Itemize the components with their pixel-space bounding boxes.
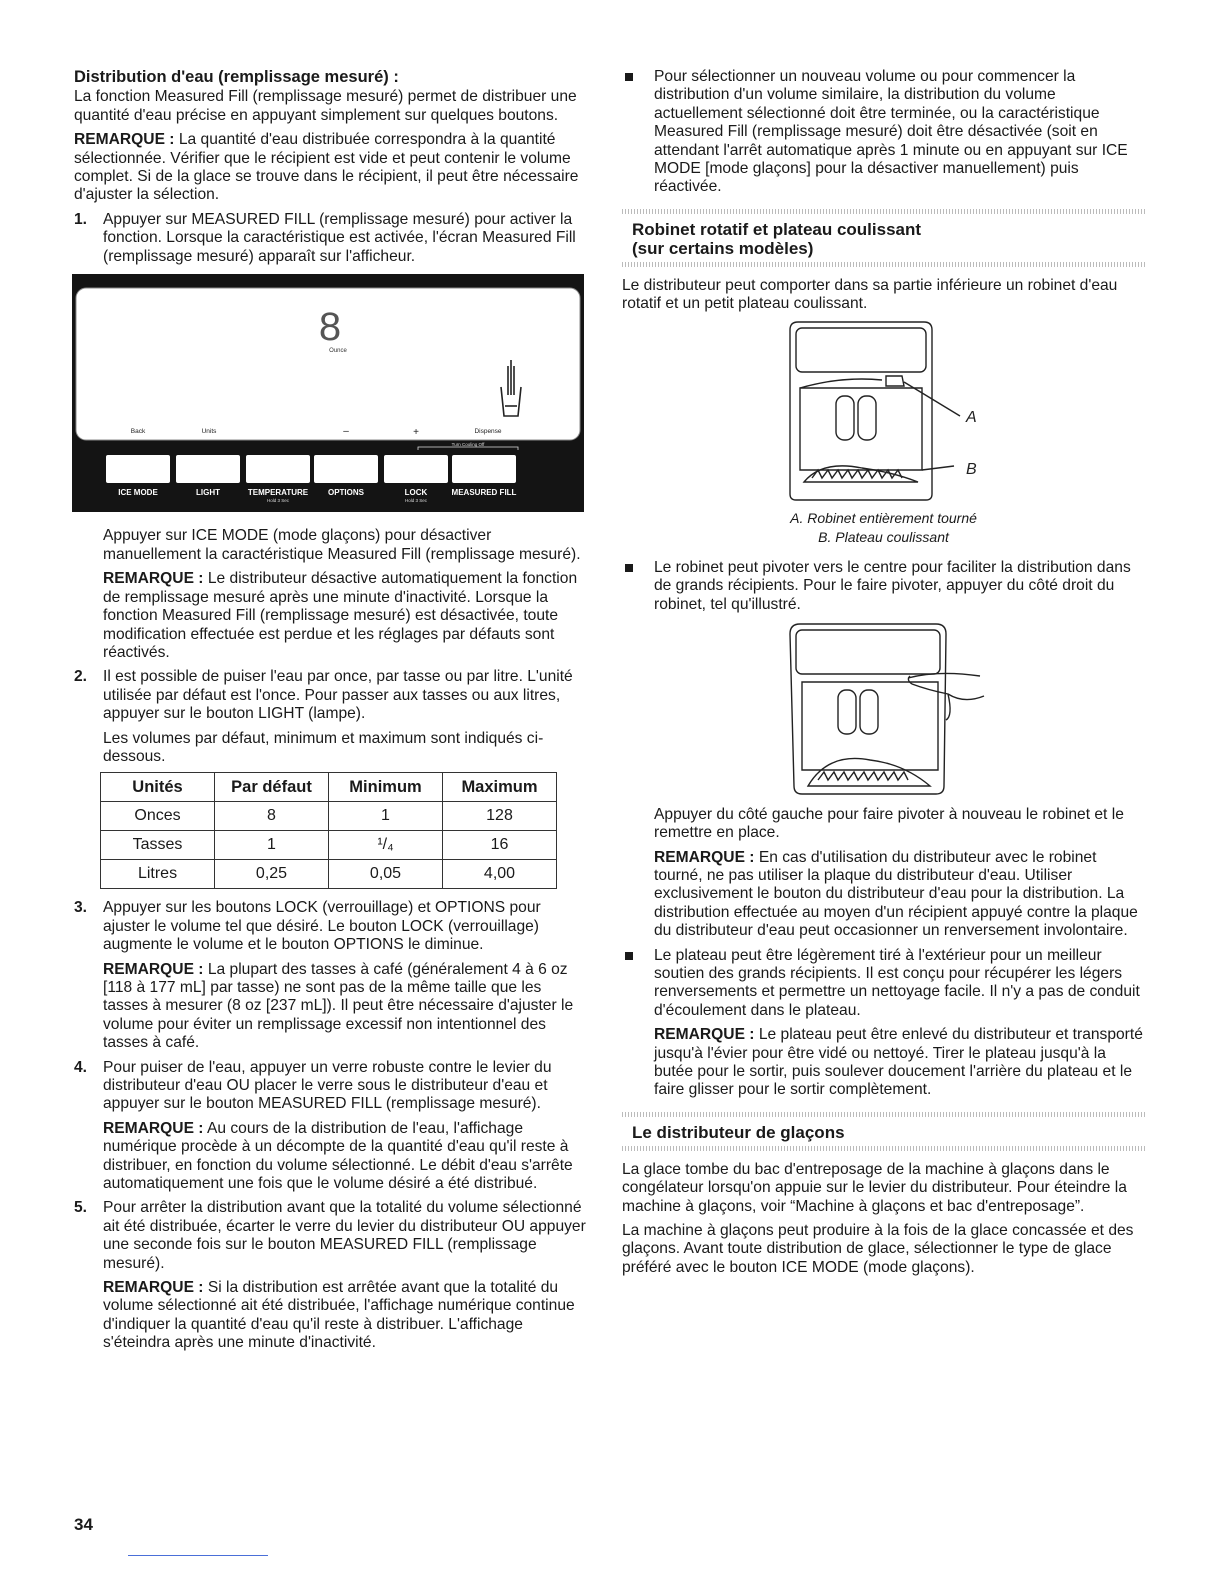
ice-mode-label: ICE MODE: [118, 488, 158, 498]
note-paragraph: [103, 1279, 589, 1353]
table-cell: 1: [329, 802, 443, 831]
bullet-item: [622, 68, 1145, 197]
volume-table: [100, 772, 557, 889]
step-1: [74, 211, 589, 266]
page-number: 34: [74, 1515, 93, 1534]
section-paragraph: La machine à glaçons peut produire à la fois de la glace concassée et des glaçons. Avant toute distribution de glace, sélectionner le type de glace préféré avec le bouton ICE MODE (mode glaçons).: [622, 1222, 1134, 1276]
table-cell: 4,00: [443, 860, 557, 889]
right-column: [622, 68, 1145, 1283]
section-intro: Le distributeur peut comporter dans sa partie inférieure un robinet d'eau rotatif et un petit plateau coulissant.: [622, 276, 1118, 313]
measured-fill-label: MEASURED FILL: [451, 488, 517, 498]
bullet-item: [622, 559, 1145, 614]
digit-display: [319, 305, 341, 349]
note-paragraph: [654, 1026, 1145, 1100]
step-text: Pour arrêter la distribution avant que la totalité du volume sélectionné ait été distribuée, écarter le verre du levier du distributeur OU appuyer une seconde fois sur le bouton MEASURED FILL (remplissage mesuré).: [103, 1199, 586, 1272]
bullet-square-icon: [625, 952, 633, 960]
note-text: La quantité d'eau distribuée correspondra à la quantité sélectionnée. Vérifier que le récipient est vide et peut contenir le volume complet. Si de la glace se trouve dans le récipient, il peut être nécessaire d'ajuster la sélection.: [74, 131, 579, 204]
note-text: Le plateau peut être enlevé du distributeur et transporté jusqu'à l'évier pour être vidé ou nettoyé. Tirer le plateau jusqu'à la butée pour le sortir, puis soulever doucement l'arrière du plateau et le faire glisser pour le sortir complètement.: [654, 1026, 1143, 1099]
step-3: [74, 899, 589, 1052]
step-text: Il est possible de puiser l'eau par once, par tasse ou par litre. L'unité utilisée par défaut est l'once. Pour passer aux tasses ou aux litres, appuyer sur le bouton LIGHT (lampe).: [103, 668, 573, 723]
temperature-label: TEMPERATURE: [247, 488, 309, 498]
step-text: Appuyer sur ICE MODE (mode glaçons) pour désactiver manuellement la caractéristique Measured Fill (remplissage mesuré).: [103, 527, 581, 563]
table-row: [101, 831, 557, 860]
dispenser-faucet-illustration: [782, 320, 992, 502]
step-number: 5.: [74, 1199, 88, 1217]
caption-a: A. Robinet entièrement tourné: [790, 510, 977, 527]
table-header-cell: Unités: [101, 773, 215, 802]
digit-value: 8: [318, 305, 342, 350]
dispense-label: Dispense: [474, 428, 502, 436]
step-5: [74, 1199, 589, 1352]
table-header-cell: Maximum: [443, 773, 557, 802]
ice-mode-button: [106, 455, 170, 483]
cooling-label: Turn Cooling Off: [451, 442, 485, 448]
plus-label: +: [413, 427, 419, 439]
table-cell: 8: [215, 802, 329, 831]
table-cell: 1: [215, 831, 329, 860]
dispenser-figure-2: [778, 620, 1145, 803]
light-label: LIGHT: [196, 488, 220, 498]
bullet-square-icon: [625, 73, 633, 81]
light-button: [176, 455, 240, 483]
callout-a: A: [966, 408, 977, 426]
bullet-text: Appuyer du côté gauche pour faire pivoter à nouveau le robinet et le remettre en place.: [654, 805, 1124, 842]
section-header-ice: [622, 1112, 1145, 1151]
table-cell: Litres: [101, 860, 215, 889]
note-paragraph: [654, 849, 1145, 941]
section-title: [622, 214, 1145, 262]
table-row: [101, 802, 557, 831]
table-header-row: [101, 773, 557, 802]
bullet-text: Pour sélectionner un nouveau volume ou pour commencer la distribution d'un volume similaire, la distribution du volume actuellement sélectionné doit être terminée, ou la caractéristique Measured Fill (remplissage mesuré) doit être désactivée (soit en attendant l'arrêt automatique après 1 minute ou en appuyant sur ICE MODE [mode glaçons] pour la désactiver manuellement) puis réactivée.: [654, 68, 1128, 196]
table-header-cell: Par défaut: [215, 773, 329, 802]
temperature-button: [246, 455, 310, 483]
step-text: Appuyer sur les boutons LOCK (verrouillage) et OPTIONS pour ajuster le volume tel que désiré. Le bouton LOCK (verrouillage) augmente le volume et le bouton OPTIONS le diminue.: [103, 899, 541, 954]
note-text: En cas d'utilisation du distributeur avec le robinet tourné, ne pas utiliser la plaque du distributeur d'eau. Utiliser exclusivement le bouton du distributeur d'eau pour la distribution. La distribution effectuée au moyen d'un récipient appuyé contre la plaque du distributeur d'eau peut occasionner un renversement involontaire.: [654, 848, 1138, 940]
table-cell: 128: [443, 802, 557, 831]
bullet-square-icon: [625, 564, 633, 572]
section-title: Le distributeur de glaçons: [632, 1122, 845, 1142]
step-4: [74, 1059, 589, 1194]
bullet-text: Le robinet peut pivoter vers le centre pour faciliter la distribution dans de grands récipients. Pour le faire pivoter, appuyer du côté droit du robinet, tel qu'illustré.: [654, 559, 1131, 613]
note-label: REMARQUE :: [103, 570, 204, 588]
dispenser-rotation-illustration: [778, 620, 990, 798]
note-label: REMARQUE :: [654, 848, 755, 866]
note-paragraph: [103, 961, 589, 1053]
table-cell: Tasses: [101, 831, 215, 860]
section-header-faucet: [622, 209, 1145, 267]
callout-b: B: [966, 460, 977, 478]
table-header-cell: Minimum: [329, 773, 443, 802]
step-text: Appuyer sur MEASURED FILL (remplissage mesuré) pour activer la fonction. Lorsque la caractéristique est activée, l'écran Measured Fill (remplissage mesuré) apparaît sur l'afficheur.: [103, 210, 576, 265]
bullet-continued: [622, 806, 1145, 941]
step-number: 3.: [74, 899, 88, 917]
note-text: Si la distribution est arrêtée avant que la totalité du volume sélectionné ait été distribuée, l'affichage numérique continue d'indiquer la quantité d'eau qu'il reste à distribuer. L'affichage s'éteindra après une minute d'inactivité.: [103, 1279, 575, 1352]
lock-label: LOCK: [404, 488, 428, 498]
note-text: Au cours de la distribution de l'eau, l'affichage numérique procède à un décompte de la quantité d'eau qu'il reste à distribuer, en fonction du volume sélectionné. Le débit d'eau s'arrête automatiquement une fois que le volume désiré a été distribué.: [103, 1119, 573, 1193]
minus-label: –: [343, 426, 349, 438]
step-number: 4.: [74, 1058, 88, 1076]
options-label: OPTIONS: [327, 488, 365, 498]
section-heading-water: Distribution d'eau (remplissage mesuré) :: [74, 68, 399, 86]
table-cell: 0,25: [215, 860, 329, 889]
note-text: La plupart des tasses à café (généralement 4 à 6 oz [118 à 177 mL] par tasse) ne sont pas de la même taille que les tasses à mesurer (8 oz [237 mL]). Il peut être nécessaire d'ajuster le volume pour éviter un remplissage excessif non intentionnel des tasses à café.: [103, 960, 574, 1052]
lock-button: [384, 455, 448, 483]
figure-caption: [622, 509, 1145, 547]
options-button: [314, 455, 378, 483]
step-2: [74, 668, 589, 766]
section-paragraph: La glace tombe du bac d'entreposage de la machine à glaçons dans le congélateur lorsqu'on appuie sur le levier du distributeur. Pour éteindre la machine à glaçons, voir “Machine à glaçons et bac d'entreposage”.: [622, 1160, 1127, 1215]
control-panel-figure: [72, 274, 589, 517]
step-number: 1.: [74, 210, 88, 228]
measured-fill-button: [452, 455, 516, 483]
step-text: Pour puiser de l'eau, appuyer un verre robuste contre le levier du distributeur d'eau OU placer le verre sous le distributeur d'eau et appuyer sur le bouton MEASURED FILL (remplissage mesuré).: [103, 1058, 552, 1113]
step-text: Les volumes par défaut, minimum et maximum sont indiqués ci-dessous.: [103, 729, 544, 765]
note-label: REMARQUE :: [103, 960, 204, 978]
table-row: [101, 860, 557, 889]
step-number: 2.: [74, 668, 88, 686]
hold-label-temperature: Hold 3 Sec: [266, 498, 290, 504]
note-label: REMARQUE :: [103, 1279, 204, 1297]
note-label: REMARQUE :: [74, 131, 175, 149]
dispenser-figure-1: [782, 320, 1145, 507]
intro-paragraph: La fonction Measured Fill (remplissage mesuré) permet de distribuer une quantité d'eau précise en appuyant simplement sur quelques boutons.: [74, 88, 577, 124]
footer-line: [128, 1555, 268, 1556]
table-cell: 16: [443, 831, 557, 860]
section-rule: [622, 1146, 1145, 1151]
step-1-continued: [74, 527, 589, 662]
caption-b: B. Plateau coulissant: [818, 529, 949, 546]
note-label: REMARQUE :: [103, 1119, 204, 1137]
section-title-line: Robinet rotatif et plateau coulissant: [632, 219, 922, 239]
ounce-label: Ounce: [329, 348, 347, 355]
note-paragraph: [103, 570, 589, 662]
note-text: Le distributeur désactive automatiquement la fonction de remplissage mesuré après une minute d'inactivité. Lorsque la fonction Measured Fill (remplissage mesuré) est désactivée, toute modification effectuée est perdue et les réglages par défauts sont réactivés.: [103, 570, 578, 661]
table-cell: 0,05: [329, 860, 443, 889]
section-title-line: (sur certains modèles): [632, 238, 814, 258]
bullet-text: Le plateau peut être légèrement tiré à l'extérieur pour un meilleur soutien des grands récipients. Il est conçu pour récupérer les légers renversements et permettre un nettoyage facile. Il n'y a pas de conduit d'écoulement dans le plateau.: [654, 946, 1140, 1019]
bullet-item: [622, 947, 1145, 1100]
table-cell: ¹/₄: [329, 831, 443, 860]
units-label: Units: [201, 428, 217, 436]
back-label: Back: [130, 428, 146, 436]
note-paragraph: [103, 1120, 589, 1194]
left-column: [74, 68, 589, 1359]
note-paragraph: [74, 131, 589, 205]
hold-label-lock: Hold 3 Sec: [404, 498, 428, 504]
section-rule: [622, 262, 1145, 267]
note-label: REMARQUE :: [654, 1026, 755, 1044]
table-cell: Onces: [101, 802, 215, 831]
control-panel-illustration: [72, 274, 584, 512]
